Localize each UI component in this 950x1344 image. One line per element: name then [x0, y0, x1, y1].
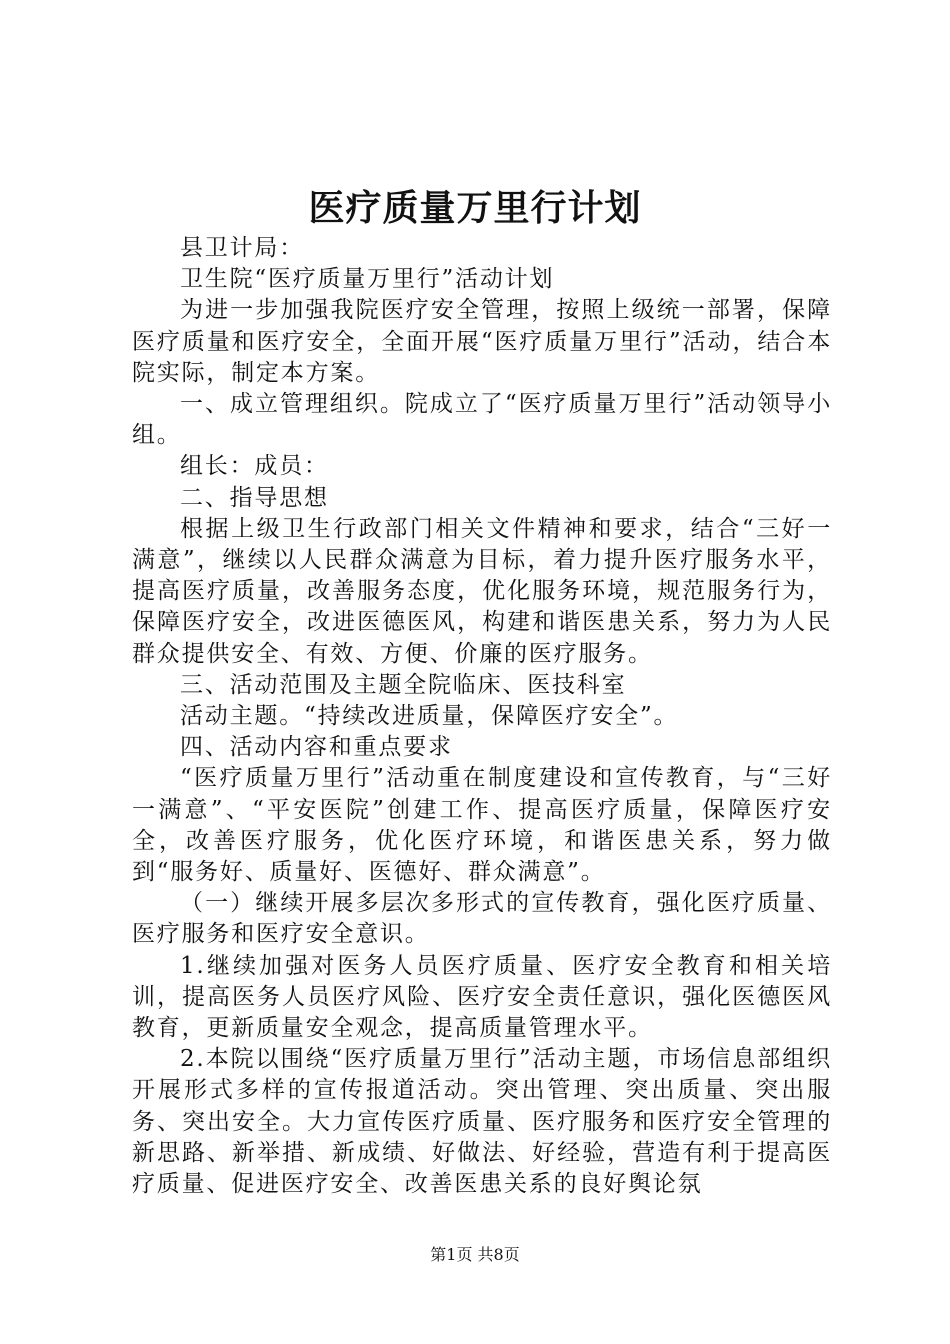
body-paragraph: 县卫计局：	[180, 235, 304, 261]
body-paragraph: （一）继续开展多层次多形式的宣传教育，强化医疗质量、医疗服务和医疗安全意识。	[132, 890, 832, 948]
body-paragraph: 1.继续加强对医务人员医疗质量、医疗安全教育和相关培训，提高医务人员医疗风险、医疗安全责任意识，强化医德医风教育，更新质量安全观念，提高质量管理水平。	[132, 952, 832, 1042]
body-paragraph: 一、成立管理组织。院成立了“医疗质量万里行”活动领导小组。	[132, 391, 832, 449]
document-body	[132, 233, 832, 1200]
body-paragraph: 2.本院以围绕“医疗质量万里行”活动主题，市场信息部组织开展形式多样的宣传报道活动。突出管理、突出质量、突出服务、突出安全。大力宣传医疗质量、医疗服务和医疗安全管理的新思路、新举措、新成绩、好做法、好经验，营造有利于提高医疗质量、促进医疗安全、改善医患关系的良好舆论氛	[132, 1046, 832, 1198]
body-paragraph: 组长：成员：	[180, 453, 329, 480]
body-paragraph: 根据上级卫生行政部门相关文件精神和要求，结合“三好一满意”，继续以人民群众满意为目标，着力提升医疗服务水平，提高医疗质量，改善服务态度，优化服务环境，规范服务行为，保障医疗安全，改进医德医风，构建和谐医患关系，努力为人民群众提供安全、有效、方便、价廉的医疗服务。	[132, 515, 832, 667]
page-footer: 第1页 共8页	[430, 1245, 520, 1264]
body-paragraph: “医疗质量万里行”活动重在制度建设和宣传教育，与“三好一满意”、“平安医院”创建工作、提高医疗质量，保障医疗安全，改善医疗服务，优化医疗环境，和谐医患关系，努力做到“服务好、质量好、医德好、群众满意”。	[132, 765, 832, 886]
section-heading: 四、活动内容和重点要求	[180, 734, 453, 761]
section-heading: 三、活动范围及主题全院临床、医技科室	[180, 671, 627, 698]
section-heading: 二、指导思想	[180, 484, 329, 511]
body-paragraph: 活动主题。“持续改进质量，保障医疗安全”。	[180, 703, 679, 730]
body-paragraph: 卫生院“医疗质量万里行”活动计划	[180, 266, 555, 293]
document-title: 医疗质量万里行计划	[308, 187, 642, 229]
body-paragraph: 为进一步加强我院医疗安全管理，按照上级统一部署，保障医疗质量和医疗安全，全面开展“医疗质量万里行”活动，结合本院实际，制定本方案。	[132, 297, 832, 386]
